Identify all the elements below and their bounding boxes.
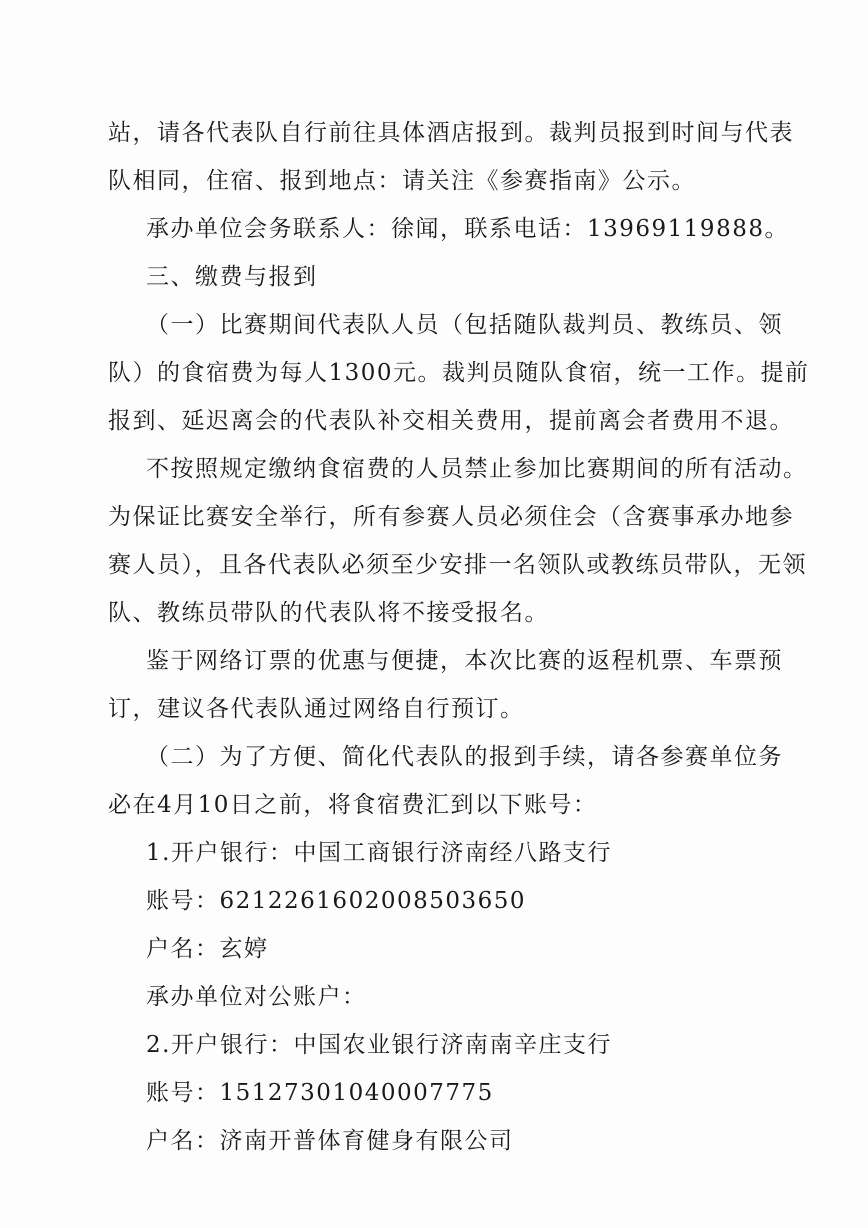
bank-line: 1.开户银行：中国工商银行济南经八路支行 [146,840,612,866]
paragraph-line: 鉴于网络订票的优惠与便捷，本次比赛的返程机票、车票预 [146,648,783,674]
bank-line: 2.开户银行：中国农业银行济南南辛庄支行 [146,1032,612,1058]
paragraph-line: 不按照规定缴纳食宿费的人员禁止参加比赛期间的所有活动。 [146,456,808,482]
account-name: 户名：济南开普体育健身有限公司 [146,1128,514,1154]
paragraph-line: 必在4月10日之前，将食宿费汇到以下账号： [108,792,598,818]
paragraph-line: （一）比赛期间代表队人员（包括随队裁判员、教练员、领 [146,312,783,338]
paragraph-line: 为保证比赛安全举行，所有参赛人员必须住会（含赛事承办地参 [108,504,794,530]
paragraph-line: 订，建议各代表队通过网络自行预订。 [108,696,525,722]
account-number: 账号：6212261602008503650 [146,888,527,914]
paragraph-line: 赛人员），且各代表队必须至少安排一名领队或教练员带队，无领 [108,552,807,578]
contact-line: 承办单位会务联系人：徐闻，联系电话：13969119888。 [146,216,789,242]
section-heading: 三、缴费与报到 [146,264,318,290]
paragraph-line: （二）为了方便、简化代表队的报到手续，请各参赛单位务 [146,744,783,770]
corporate-account-heading: 承办单位对公账户： [146,984,367,1010]
paragraph-line: 站，请各代表队自行前往具体酒店报到。裁判员报到时间与代表 [108,120,794,146]
paragraph-line: 队）的食宿费为每人1300元。裁判员随队食宿，统一工作。提前 [108,360,810,386]
paragraph-line: 报到、延迟离会的代表队补交相关费用，提前离会者费用不退。 [108,408,794,434]
paragraph-line: 队相同，住宿、报到地点：请关注《参赛指南》公示。 [108,168,696,194]
paragraph-line: 队、教练员带队的代表队将不接受报名。 [108,600,549,626]
account-name: 户名：玄婷 [146,936,269,962]
account-number: 账号：15127301040007775 [146,1080,494,1106]
